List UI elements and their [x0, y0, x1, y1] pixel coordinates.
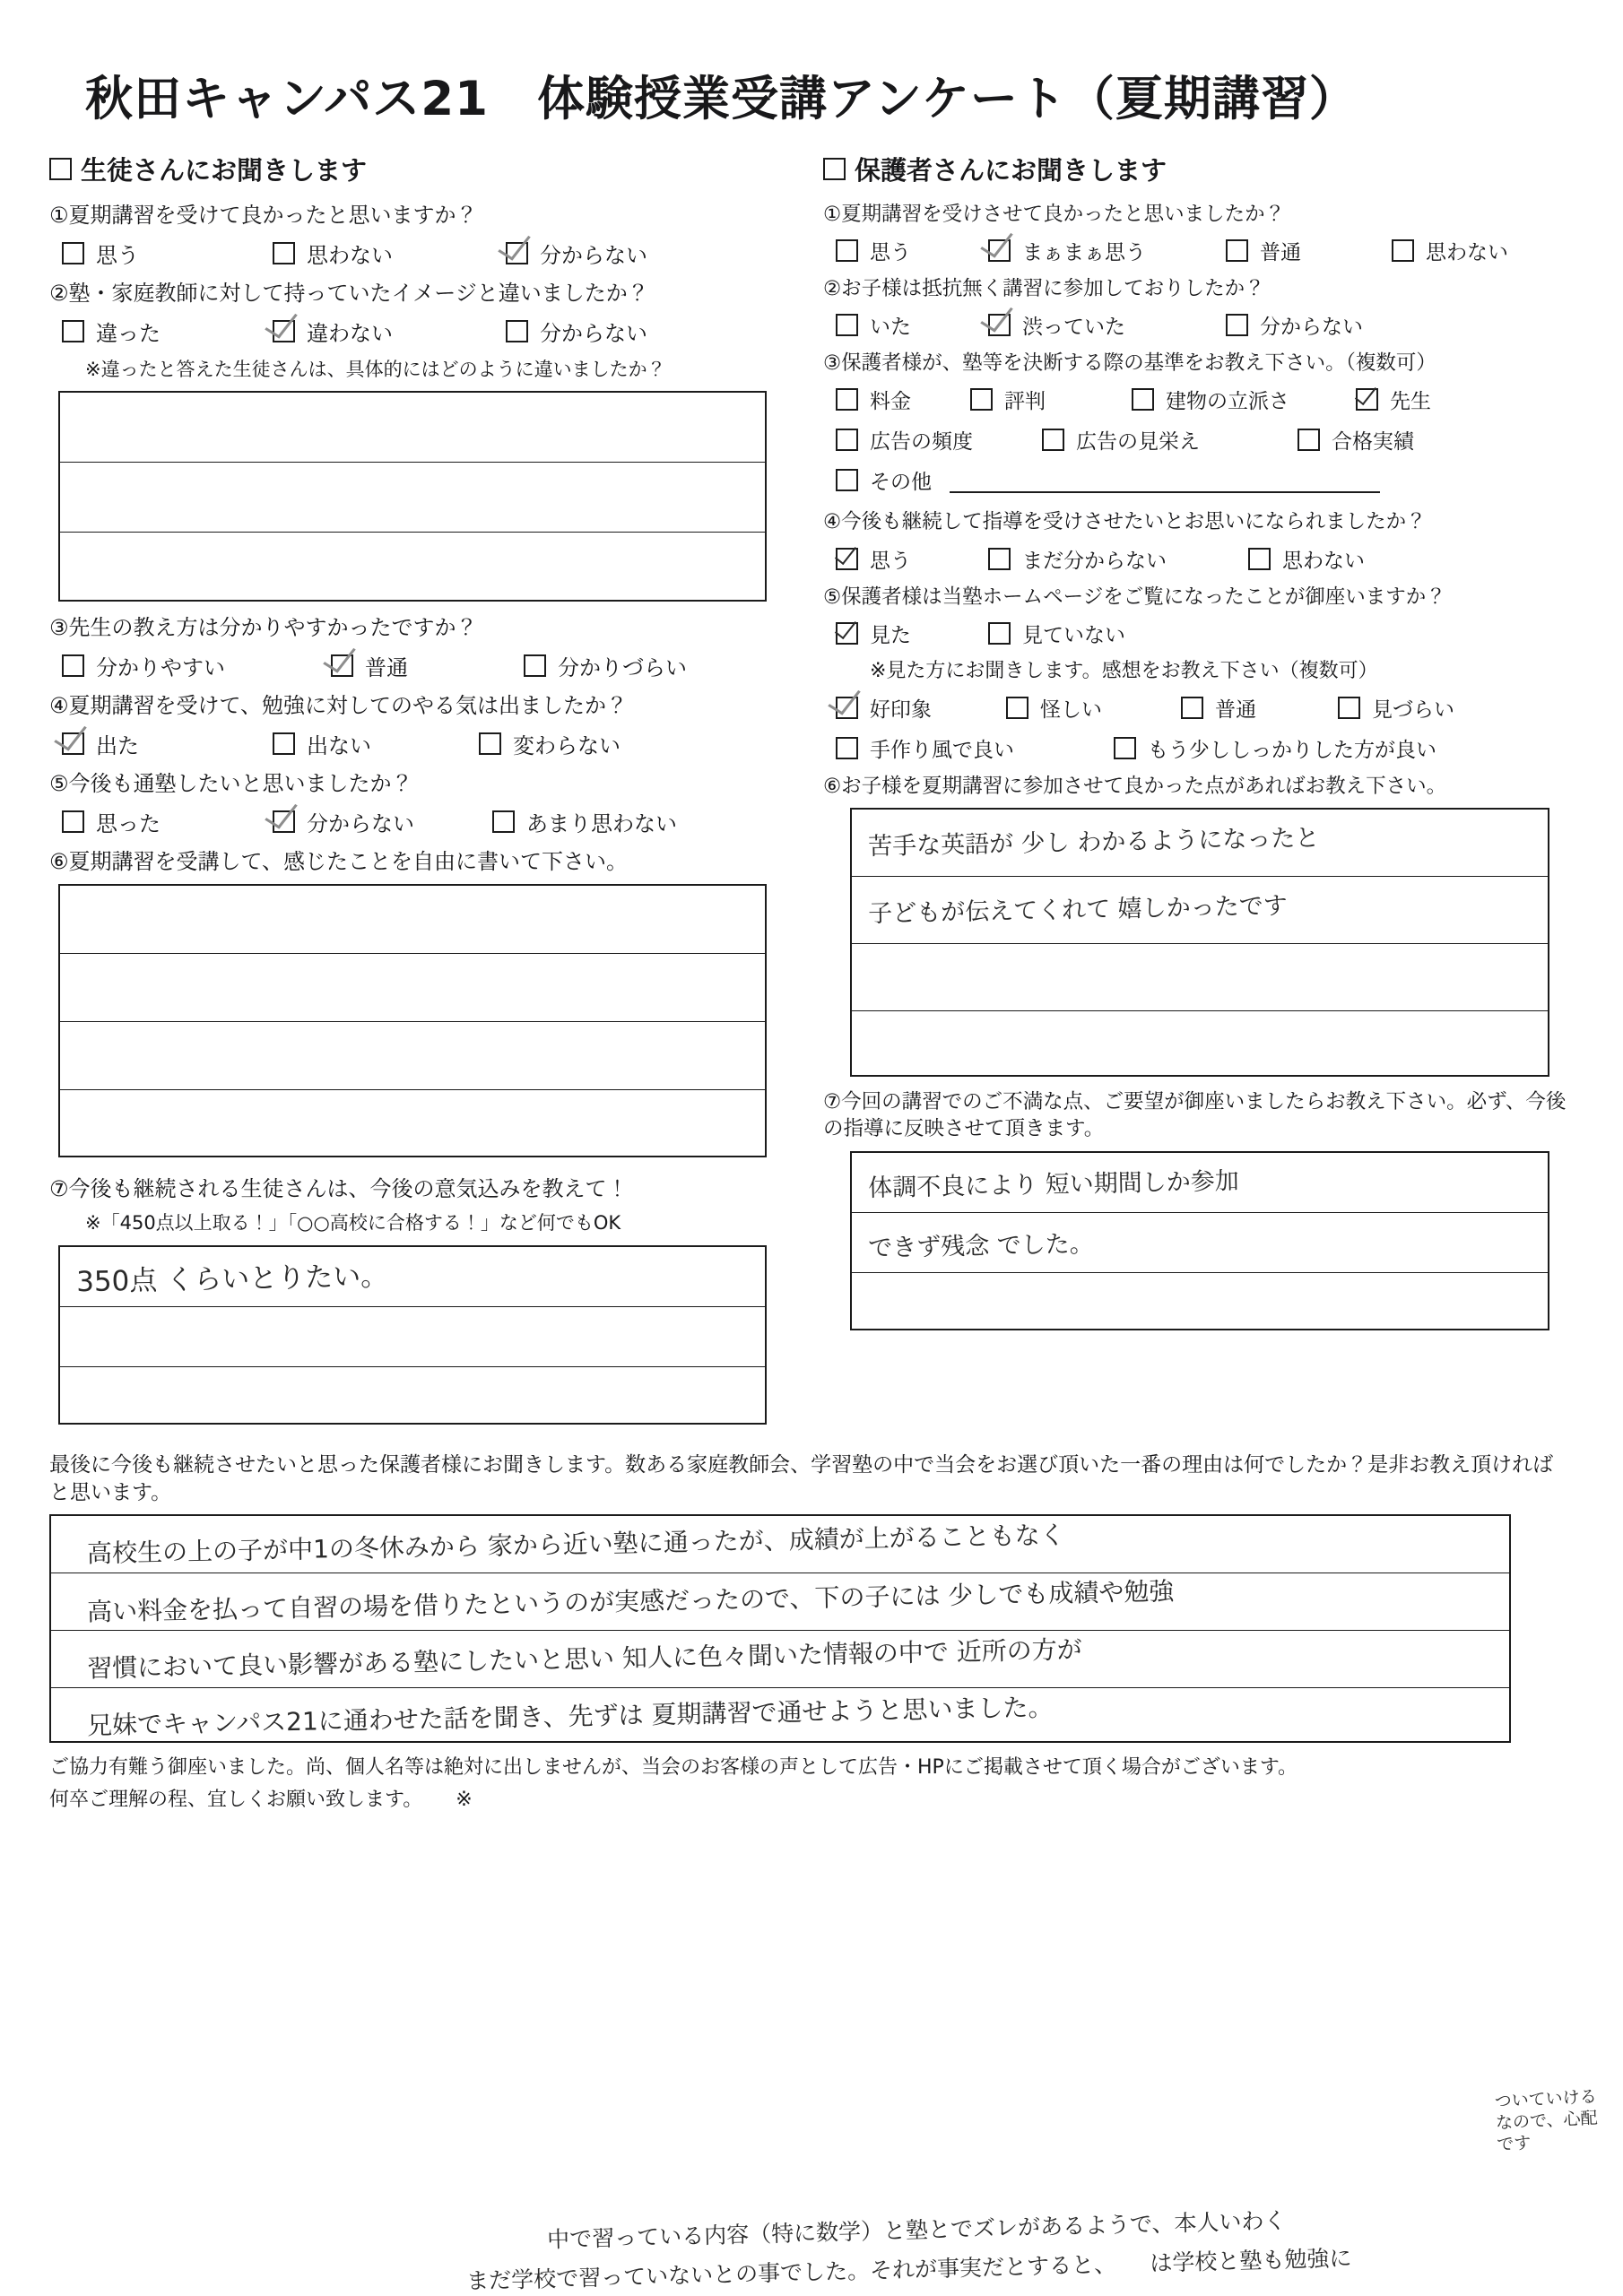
answer-line[interactable]: 子どもが伝えてくれて 嬉しかったです — [852, 877, 1548, 944]
checkbox[interactable] — [62, 654, 84, 677]
student-q4-options — [62, 728, 800, 759]
checkbox[interactable] — [988, 622, 1011, 645]
guardian-q1-option-4[interactable]: 思わない — [1392, 236, 1508, 265]
guardian-q2-text: ②お子様は抵抗無く講習に参加しておりしたか？ — [823, 277, 1265, 301]
student-q1-option-1[interactable]: 思う — [62, 238, 273, 269]
guardian-section-heading: 保護者さんにお聞きします — [823, 151, 1574, 187]
checkbox[interactable] — [492, 810, 515, 833]
answer-line[interactable] — [60, 954, 765, 1022]
checkbox-checked[interactable] — [988, 314, 1011, 336]
student-q4-text: ④夏期講習を受けて、勉強に対してのやる気は出ましたか？ — [49, 693, 629, 719]
guardian-q4-option-3[interactable]: 思わない — [1248, 544, 1365, 574]
guardian-q2-option-3[interactable]: 分からない — [1226, 310, 1363, 340]
student-q2-option-3[interactable]: 分からない — [506, 316, 647, 347]
student-q2-note: ※違ったと答えた生徒さんは、具体的にはどのように違いましたか？ — [85, 359, 666, 380]
guardian-q3-option-6[interactable]: 広告の見栄え — [1042, 425, 1298, 455]
two-column-body — [49, 145, 1574, 1437]
bottom-answer-box[interactable] — [49, 1514, 1511, 1743]
answer-line[interactable] — [852, 1273, 1548, 1332]
guardian-q5-impression-6[interactable]: もう少ししっかりした方が良い — [1114, 733, 1436, 763]
student-q5-option-2[interactable]: 分からない — [273, 806, 492, 837]
guardian-q3-option-3[interactable]: 建物の立派さ — [1132, 385, 1356, 414]
checkbox[interactable] — [836, 314, 858, 336]
checkbox[interactable] — [524, 654, 546, 677]
student-q4-option-3[interactable]: 変わらない — [479, 728, 621, 759]
checkbox[interactable] — [1392, 239, 1414, 262]
checkbox[interactable] — [506, 320, 528, 342]
guardian-q3-option-1[interactable]: 料金 — [836, 385, 970, 414]
checkbox-checked[interactable] — [62, 732, 84, 755]
student-section-heading: 生徒さんにお聞きします — [49, 151, 800, 187]
guardian-q5-text: ⑤保護者様は当塾ホームページをご覧になったことが御座いますか？ — [823, 585, 1446, 609]
answer-line[interactable] — [60, 463, 765, 533]
checkbox[interactable] — [1114, 737, 1136, 759]
answer-line[interactable]: 体調不良により 短い期間しか参加 — [852, 1153, 1548, 1213]
guardian-q3-option-5[interactable]: 広告の頻度 — [836, 425, 1042, 455]
guardian-q1-option-1[interactable]: 思う — [836, 236, 988, 265]
student-q2-text: ②塾・家庭教師に対して持っていたイメージと違いましたか？ — [49, 281, 649, 306]
checkbox[interactable] — [1006, 697, 1028, 719]
answer-line[interactable]: 習慣において良い影響がある塾にしたいと思い 知人に色々聞いた情報の中で 近所の方が — [51, 1631, 1509, 1688]
checkbox[interactable] — [62, 242, 84, 264]
guardian-q3-options-row1 — [836, 385, 1574, 414]
student-q6-answer-box[interactable] — [58, 884, 767, 1157]
checkbox-checked[interactable] — [836, 548, 858, 570]
guardian-q3-option-7[interactable]: 合格実績 — [1298, 425, 1414, 455]
guardian-q6-answer-box[interactable] — [850, 808, 1549, 1077]
guardian-q3-options-row2 — [836, 425, 1574, 455]
student-q3-text: ③先生の教え方は分かりやすかったですか？ — [49, 615, 478, 641]
answer-line[interactable] — [60, 1307, 765, 1367]
guardian-q5-impression-row1 — [836, 693, 1574, 723]
answer-line[interactable] — [852, 1011, 1548, 1078]
checkbox[interactable] — [836, 469, 858, 491]
guardian-q3-other-input[interactable] — [950, 468, 1380, 493]
student-q3-options — [62, 650, 800, 681]
checkbox-checked[interactable] — [506, 242, 528, 264]
student-q7-note: ※「450点以上取る！」「○○高校に合格する！」など何でもOK — [85, 1212, 621, 1235]
guardian-q4-option-1[interactable]: 思う — [836, 544, 988, 574]
checkbox[interactable] — [836, 239, 858, 262]
checkbox[interactable] — [988, 548, 1011, 570]
checkbox-checked[interactable] — [836, 622, 858, 645]
guardian-q2-option-1[interactable]: いた — [836, 310, 988, 340]
guardian-column — [823, 145, 1574, 1343]
answer-line[interactable] — [60, 393, 765, 463]
guardian-q5-options — [836, 619, 1574, 648]
checkbox[interactable] — [273, 732, 295, 755]
guardian-q3-option-other[interactable]: その他 — [836, 465, 932, 495]
checkbox[interactable] — [836, 737, 858, 759]
student-q2-options — [62, 316, 800, 347]
checkbox[interactable] — [970, 388, 993, 411]
checkbox-checked[interactable] — [1356, 388, 1378, 411]
bottom-question: 最後に今後も継続させたいと思った保護者様にお聞きします。数ある家庭教師会、学習塾の中で当会をお選び頂いた一番の理由は何でしたか？是非お教え頂ければと思います。 — [49, 1452, 1554, 1504]
checkbox[interactable] — [1042, 429, 1064, 451]
student-q2-answer-box[interactable] — [58, 391, 767, 602]
guardian-q3-options-row3 — [836, 465, 1574, 495]
guardian-q7-answer-box[interactable] — [850, 1151, 1549, 1330]
closing-line-2: 何卒ご理解の程、宜しくお願い致します。 ※ — [49, 1788, 473, 1811]
checkbox[interactable] — [1298, 429, 1320, 451]
student-q1-options — [62, 238, 800, 269]
guardian-q5-option-1[interactable]: 見た — [836, 619, 988, 648]
answer-line[interactable]: 350点 くらいとりたい。 — [60, 1247, 765, 1307]
checkbox[interactable] — [62, 810, 84, 833]
handwritten-tail-2: まだ学校で習っていないとの事でした。それが事実だとすると、 は学校と塾も勉強に — [465, 2245, 1352, 2294]
guardian-q5-impression-4[interactable]: 見づらい — [1338, 693, 1454, 723]
guardian-q1-options — [836, 236, 1574, 265]
student-q3-option-3[interactable]: 分かりづらい — [524, 650, 687, 681]
checkbox[interactable] — [62, 320, 84, 342]
checkbox[interactable] — [1338, 697, 1360, 719]
guardian-q3-option-2[interactable]: 評判 — [970, 385, 1132, 414]
student-q6-text: ⑥夏期講習を受講して、感じたことを自由に書いて下さい。 — [49, 849, 629, 875]
checkbox[interactable] — [1226, 239, 1248, 262]
checkbox[interactable] — [479, 732, 501, 755]
page-title: 秋田キャンパス21 体験授業受講アンケート（夏期講習） — [85, 72, 1358, 126]
checkbox-checked[interactable] — [836, 697, 858, 719]
student-column — [49, 145, 800, 1437]
guardian-q1-option-3[interactable]: 普通 — [1226, 236, 1392, 265]
answer-line[interactable] — [852, 944, 1548, 1011]
guardian-q5-impression-row2 — [836, 733, 1574, 763]
answer-line[interactable]: できず残念 でした。 — [852, 1213, 1548, 1273]
checkbox-checked[interactable] — [273, 320, 295, 342]
student-q2-option-1[interactable]: 違った — [62, 316, 273, 347]
answer-line[interactable]: 兄妹でキャンパス21に通わせた話を聞き、先ずは 夏期講習で通せようと思いました。 — [86, 1692, 1054, 1741]
checkbox[interactable] — [836, 429, 858, 451]
guardian-q5-impression-1[interactable]: 好印象 — [836, 693, 1006, 723]
checkbox-checked[interactable] — [273, 810, 295, 833]
section-checkbox-guardian[interactable] — [823, 158, 846, 180]
closing-notice — [49, 1754, 1574, 1815]
closing-mark: ※ — [456, 1788, 473, 1811]
margin-handwritten-note: ついていけるなので、心配です — [1494, 2086, 1599, 2154]
student-q1-option-2[interactable]: 思わない — [273, 238, 506, 269]
checkbox[interactable] — [836, 388, 858, 411]
guardian-q1-text: ①夏期講習を受けさせて良かったと思いましたか？ — [823, 203, 1286, 226]
guardian-q5-impression-2[interactable]: 怪しい — [1006, 693, 1181, 723]
student-q1-option-3[interactable]: 分からない — [506, 238, 647, 269]
guardian-q4-text: ④今後も継続して指導を受けさせたいとお思いになられましたか？ — [823, 510, 1427, 534]
answer-line[interactable] — [60, 1090, 765, 1157]
guardian-q3-option-4[interactable]: 先生 — [1356, 385, 1431, 414]
student-q1-text: ①夏期講習を受けて良かったと思いますか？ — [49, 203, 478, 228]
student-q2-option-2[interactable]: 違わない — [273, 316, 506, 347]
student-q7-text: ⑦今後も継続される生徒さんは、今後の意気込みを教えて！ — [49, 1176, 629, 1202]
checkbox[interactable] — [1132, 388, 1154, 411]
student-q4-option-2[interactable]: 出ない — [273, 728, 479, 759]
checkbox[interactable] — [1248, 548, 1271, 570]
guardian-q5-impression-3[interactable]: 普通 — [1181, 693, 1338, 723]
guardian-q5-option-2[interactable]: 見ていない — [988, 619, 1125, 648]
student-q5-text: ⑤今後も通塾したいと思いましたか？ — [49, 771, 413, 797]
answer-line[interactable] — [60, 1367, 765, 1426]
handwritten-tail-1: 中で習っている内容（特に数学）と塾とでズレがあるようで、本人いわく — [546, 2207, 1287, 2253]
answer-line[interactable]: 高校生の上の子が中1の冬休みから 家から近い塾に通ったが、成績が上がることもなく — [51, 1516, 1509, 1573]
guardian-q5-note: ※見た方にお聞きします。感想をお教え下さい（複数可） — [870, 659, 1378, 682]
guardian-q5-impression-5[interactable]: 手作り風で良い — [836, 733, 1114, 763]
guardian-q3-text: ③保護者様が、塾等を決断する際の基準をお教え下さい。（複数可） — [823, 351, 1436, 376]
student-q4-option-1[interactable]: 出た — [62, 728, 273, 759]
guardian-q4-option-2[interactable]: まだ分からない — [988, 544, 1248, 574]
student-q5-options — [62, 806, 800, 837]
section-checkbox-student[interactable] — [49, 158, 72, 180]
answer-line[interactable]: 高い料金を払って自習の場を借りたというのが実感だったので、下の子には 少しでも成績や勉強 — [51, 1573, 1509, 1631]
guardian-q6-text: ⑥お子様を夏期講習に参加させて良かった点があればお教え下さい。 — [823, 775, 1447, 799]
guardian-q2-options — [836, 310, 1574, 340]
closing-line-1: ご協力有難う御座いました。尚、個人名等は絶対に出しませんが、当会のお客様の声として広告・HPにご掲載させて頂く場合がございます。 — [49, 1755, 1298, 1779]
checkbox[interactable] — [1181, 697, 1203, 719]
checkbox[interactable] — [1226, 314, 1248, 336]
answer-line[interactable] — [60, 1022, 765, 1090]
student-q5-option-1[interactable]: 思った — [62, 806, 273, 837]
answer-line[interactable] — [60, 533, 765, 602]
student-q3-option-1[interactable]: 分かりやすい — [62, 650, 331, 681]
answer-line[interactable] — [60, 886, 765, 954]
guardian-q4-options — [836, 544, 1574, 574]
student-q5-option-3[interactable]: あまり思わない — [492, 806, 677, 837]
student-q3-option-2[interactable]: 普通 — [331, 650, 524, 681]
checkbox-checked[interactable] — [988, 239, 1011, 262]
guardian-q2-option-2[interactable]: 渋っていた — [988, 310, 1226, 340]
student-q7-answer-box[interactable] — [58, 1245, 767, 1425]
answer-line[interactable]: 苦手な英語が 少し わかるようになったと — [852, 810, 1548, 877]
guardian-q7-text: ⑦今回の講習でのご不満な点、ご要望が御座いましたらお教え下さい。必ず、今後の指導に反映させて頂きます。 — [823, 1090, 1567, 1140]
checkbox[interactable] — [273, 242, 295, 264]
checkbox-checked[interactable] — [331, 654, 353, 677]
guardian-q1-option-2[interactable]: まぁまぁ思う — [988, 236, 1226, 265]
